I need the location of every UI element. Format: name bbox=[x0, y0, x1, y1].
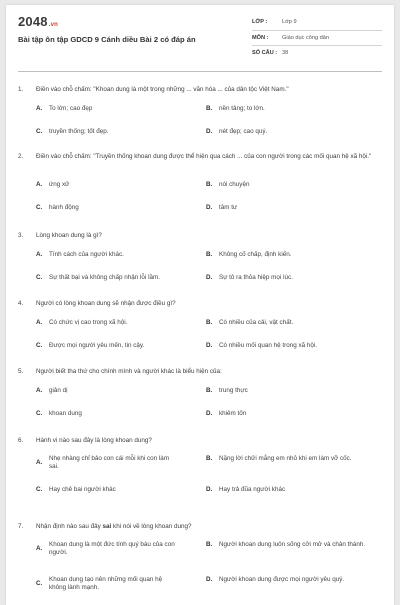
option-letter: D. bbox=[206, 274, 213, 281]
option-d[interactable] bbox=[206, 274, 349, 282]
option-d[interactable] bbox=[206, 204, 349, 212]
option-text: Người khoan dung luôn sống cởi mở và chân thành. bbox=[219, 541, 366, 548]
option-letter: C. bbox=[36, 486, 43, 493]
emphasis-word: sai bbox=[102, 523, 112, 530]
option-d[interactable] bbox=[206, 486, 349, 494]
question-text: Nhận định nào sau đây sai khi nói về lòng khoan dung? bbox=[36, 523, 192, 530]
site-logo[interactable]: 2048.vn bbox=[18, 14, 59, 29]
option-letter: C. bbox=[36, 580, 43, 588]
option-text: Có nhiều mối quan hệ trong xã hội. bbox=[219, 342, 318, 349]
header-divider bbox=[18, 71, 382, 72]
question-text: Hành vi nào sau đây là lòng khoan dung? bbox=[36, 437, 152, 444]
option-c[interactable] bbox=[36, 342, 179, 350]
option-letter: A. bbox=[36, 251, 43, 258]
option-c[interactable] bbox=[36, 204, 179, 212]
info-table bbox=[252, 15, 382, 61]
option-text: giản dị bbox=[49, 387, 68, 394]
option-letter: B. bbox=[206, 387, 213, 394]
question-number: 4. bbox=[18, 300, 24, 307]
option-letter: D. bbox=[206, 342, 213, 349]
info-value: Lớp 9 bbox=[282, 19, 297, 26]
option-d[interactable] bbox=[206, 576, 369, 584]
option-c[interactable] bbox=[36, 486, 179, 494]
option-b[interactable] bbox=[206, 181, 349, 189]
option-text: nét đẹp; cao quý. bbox=[219, 128, 268, 135]
question-text: Điền vào chỗ chấm: "Khoan dung là một trong những ... văn hóa ... của dân tộc Việt Nam." bbox=[36, 86, 289, 93]
option-text: Được mọi người yêu mến, tin cậy. bbox=[49, 342, 145, 349]
option-text: Người khoan dung được mọi người yêu quý. bbox=[219, 576, 345, 583]
page-title: Bài tập ôn tập GDCD 9 Cánh diều Bài 2 có đáp án bbox=[18, 35, 196, 44]
option-a[interactable] bbox=[36, 455, 179, 472]
option-c[interactable] bbox=[36, 576, 179, 593]
question-5 bbox=[18, 368, 382, 417]
option-b[interactable] bbox=[206, 105, 349, 113]
option-text: Khoan dung tạo nên những mối quan hệ không lành mạnh. bbox=[49, 576, 163, 592]
option-text: tâm tư bbox=[219, 204, 238, 211]
question-text: Người biết tha thứ cho chính mình và người khác là biểu hiện của: bbox=[36, 368, 222, 375]
question-number: 6. bbox=[18, 437, 24, 444]
option-text: nói chuyện bbox=[219, 181, 250, 188]
option-a[interactable] bbox=[36, 541, 179, 558]
option-text: khoan dung bbox=[49, 410, 82, 417]
option-letter: D. bbox=[206, 576, 213, 583]
question-text: Người có lòng khoan dung sẽ nhận được điều gì? bbox=[36, 300, 176, 307]
option-letter: C. bbox=[36, 274, 43, 281]
option-letter: B. bbox=[206, 319, 213, 326]
option-text: Khoan dung là một đức tính quý báu của con người. bbox=[49, 541, 175, 557]
option-text: Nhẹ nhàng chỉ bảo con cái mỗi khi con làm sai. bbox=[49, 455, 170, 471]
info-row-class bbox=[252, 15, 382, 31]
question-text: Lòng khoan dung là gì? bbox=[36, 232, 102, 239]
option-text: Nặng lời chửi mắng em nhỏ khi em làm vỡ cốc. bbox=[219, 455, 352, 462]
option-text: Có nhiều của cải, vật chất. bbox=[219, 319, 294, 326]
option-letter: D. bbox=[206, 204, 213, 211]
option-a[interactable] bbox=[36, 319, 179, 327]
option-letter: A. bbox=[36, 319, 43, 326]
question-number: 3. bbox=[18, 232, 24, 239]
question-4 bbox=[18, 300, 382, 349]
option-b[interactable] bbox=[206, 455, 369, 463]
document-page bbox=[6, 5, 394, 605]
info-label: SỐ CÂU : bbox=[252, 50, 278, 57]
option-a[interactable] bbox=[36, 387, 179, 395]
option-text: truyền thống; tốt đẹp. bbox=[49, 128, 109, 135]
option-text: hành động bbox=[49, 204, 79, 211]
option-letter: A. bbox=[36, 181, 43, 188]
question-number: 7. bbox=[18, 523, 24, 530]
page-header bbox=[6, 5, 394, 65]
question-1 bbox=[18, 86, 382, 135]
info-value: 38 bbox=[282, 50, 289, 57]
option-letter: B. bbox=[206, 541, 213, 548]
option-text: Sự tô ra thỏa hiệp mọi lúc. bbox=[219, 274, 293, 281]
option-letter: D. bbox=[206, 486, 213, 493]
option-c[interactable] bbox=[36, 410, 179, 418]
option-letter: C. bbox=[36, 204, 43, 211]
option-b[interactable] bbox=[206, 387, 349, 395]
option-letter: C. bbox=[36, 128, 43, 135]
option-text: nền tảng; to lớn. bbox=[219, 105, 265, 112]
info-label: MÔN : bbox=[252, 34, 269, 41]
option-text: Sự thất bại và không chấp nhận lỗi lầm. bbox=[49, 274, 160, 281]
option-c[interactable] bbox=[36, 128, 179, 136]
option-b[interactable] bbox=[206, 541, 369, 549]
option-d[interactable] bbox=[206, 342, 349, 350]
option-letter: B. bbox=[206, 181, 213, 188]
option-text: Hay chê bai người khác bbox=[49, 486, 116, 493]
question-text: Điền vào chỗ chấm: "Truyền thống khoan dung được thể hiện qua cách ... của con người trong các mối quan hệ xã hội." bbox=[36, 153, 372, 160]
option-d[interactable] bbox=[206, 410, 349, 418]
question-number: 2. bbox=[18, 153, 24, 160]
option-a[interactable] bbox=[36, 251, 179, 259]
option-b[interactable] bbox=[206, 319, 349, 327]
option-text: Có chức vị cao trong xã hội. bbox=[49, 319, 128, 326]
option-text: ứng xử bbox=[49, 181, 70, 188]
option-letter: A. bbox=[36, 545, 43, 553]
option-letter: B. bbox=[206, 105, 213, 112]
option-a[interactable] bbox=[36, 105, 179, 113]
question-6 bbox=[18, 437, 382, 493]
option-text: trung thực bbox=[219, 387, 248, 394]
option-d[interactable] bbox=[206, 128, 349, 136]
option-letter: B. bbox=[206, 251, 213, 258]
option-c[interactable] bbox=[36, 274, 209, 282]
option-b[interactable] bbox=[206, 251, 349, 259]
option-letter: C. bbox=[36, 410, 43, 417]
option-letter: D. bbox=[206, 128, 213, 135]
question-number: 1. bbox=[18, 86, 24, 93]
question-7 bbox=[18, 523, 382, 592]
option-text: khiêm tốn bbox=[219, 410, 247, 417]
option-letter: A. bbox=[36, 105, 43, 112]
info-row-count bbox=[252, 46, 382, 61]
option-letter: B. bbox=[206, 455, 213, 462]
option-a[interactable] bbox=[36, 181, 179, 189]
question-number: 5. bbox=[18, 368, 24, 375]
info-label: LỚP : bbox=[252, 19, 268, 26]
info-row-subject bbox=[252, 31, 382, 47]
option-letter: A. bbox=[36, 459, 43, 467]
option-text: To lớn; cao đẹp bbox=[49, 105, 93, 112]
question-3 bbox=[18, 232, 382, 281]
option-letter: C. bbox=[36, 342, 43, 349]
option-letter: A. bbox=[36, 387, 43, 394]
question-2 bbox=[18, 153, 382, 211]
info-value: Giáo dục công dân bbox=[282, 34, 329, 41]
option-letter: D. bbox=[206, 410, 213, 417]
option-text: Không cố chấp, định kiến. bbox=[219, 251, 292, 258]
option-text: Tính cách của người khác. bbox=[49, 251, 124, 258]
option-text: Hay trả đũa người khác bbox=[219, 486, 286, 493]
